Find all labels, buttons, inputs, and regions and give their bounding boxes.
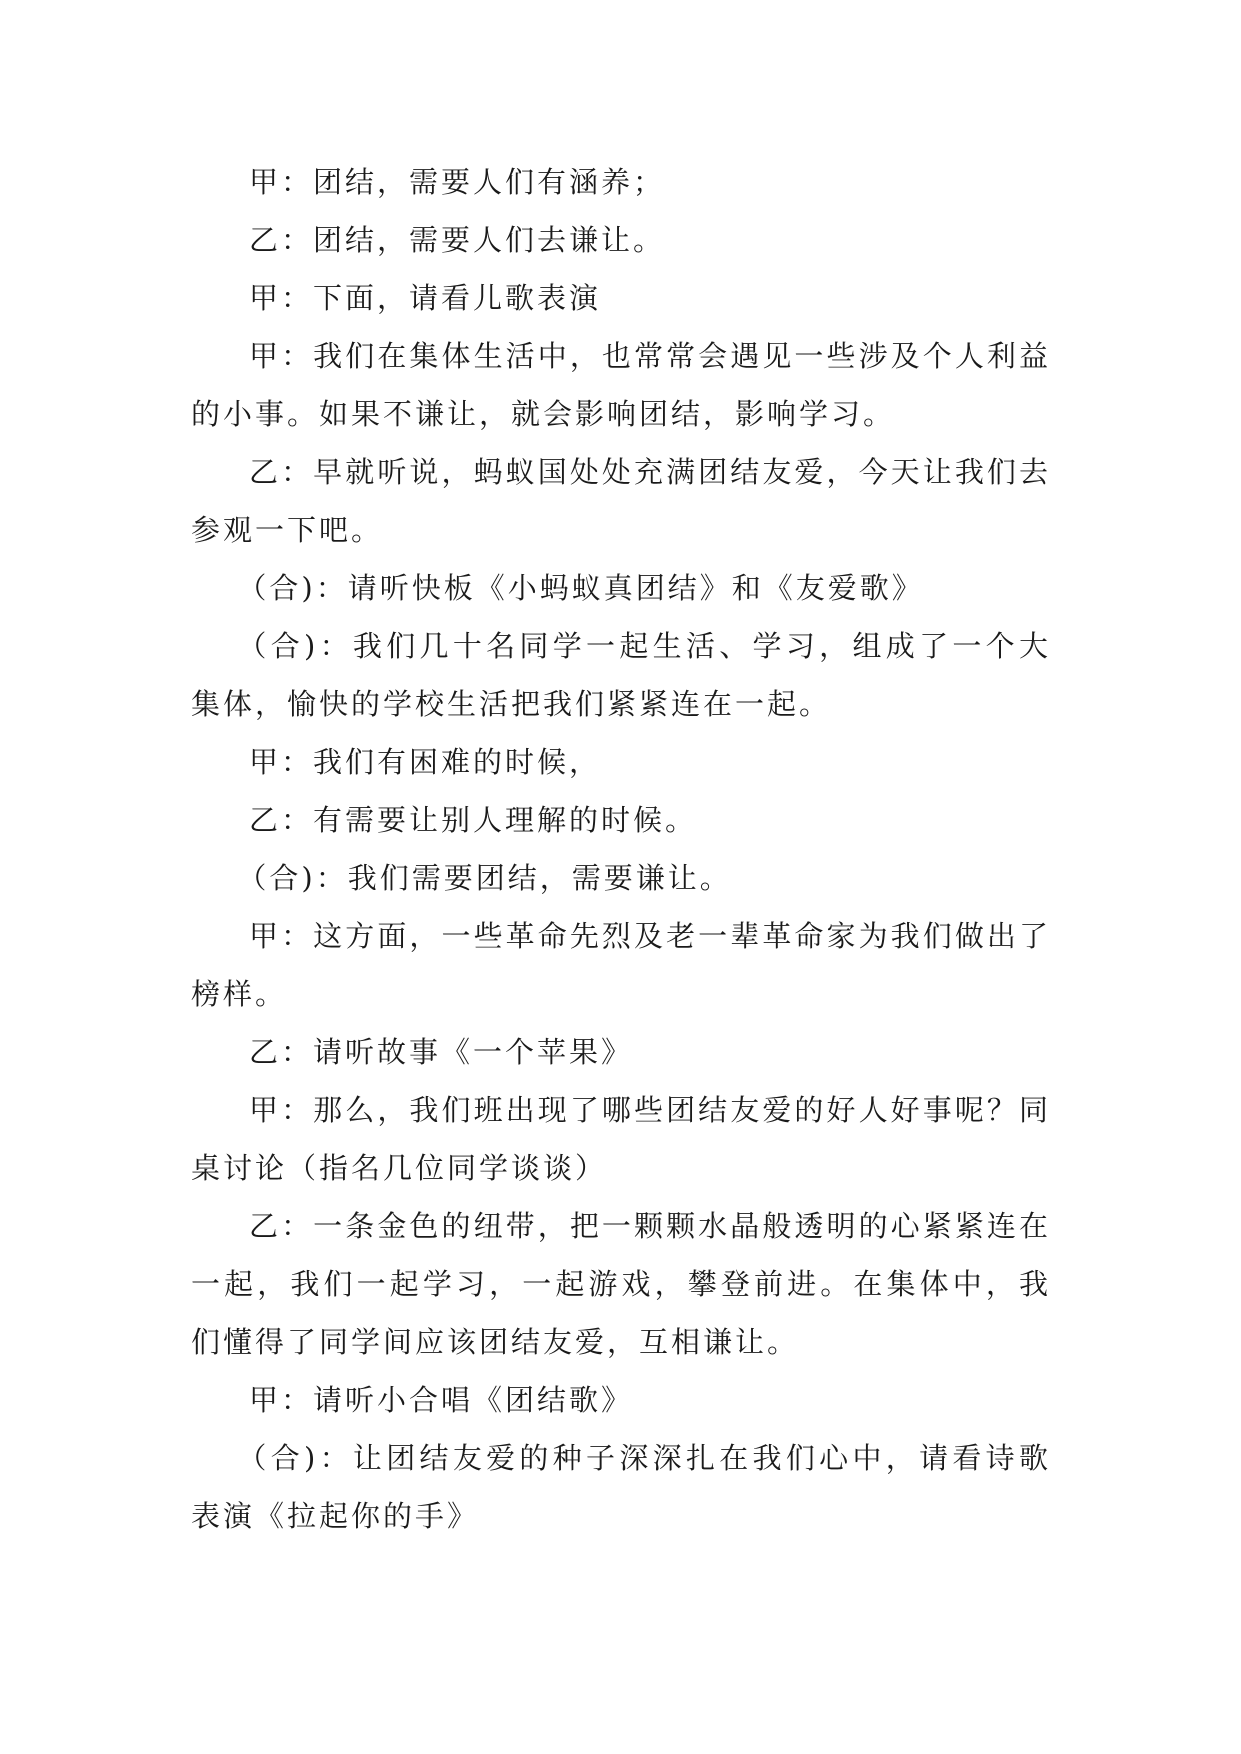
paragraph: 甲：那么，我们班出现了哪些团结友爱的好人好事呢？同桌讨论（指名几位同学谈谈） [191,1093,1051,1185]
paragraph: 甲：下面，请看儿歌表演 [249,281,602,315]
paragraph: 甲：我们在集体生活中，也常常会遇见一些涉及个人利益的小事。如果不谦让，就会影响团结，影响学习。 [191,339,1051,431]
paragraph: 甲：我们有困难的时候， [249,745,602,779]
paragraph: 乙：早就听说，蚂蚁国处处充满团结友爱，今天让我们去参观一下吧。 [191,455,1051,547]
paragraph: 乙：有需要让别人理解的时候。 [249,803,698,837]
paragraph: （合)：我们几十名同学一起生活、学习，组成了一个大集体，愉快的学校生活把我们紧紧连在一起。 [191,629,1051,721]
paragraph: 甲：团结，需要人们有涵养； [249,165,666,199]
document-body [191,153,1051,1545]
paragraph: 甲：这方面，一些革命先烈及老一辈革命家为我们做出了榜样。 [191,919,1051,1011]
paragraph: 甲：请听小合唱《团结歌》 [249,1383,634,1417]
paragraph: （合)：我们需要团结，需要谦让。 [237,861,732,895]
paragraph: 乙：一条金色的纽带，把一颗颗水晶般透明的心紧紧连在一起，我们一起学习，一起游戏，攀登前进。在集体中，我们懂得了同学间应该团结友爱，互相谦让。 [191,1209,1051,1359]
paragraph: 乙：请听故事《一个苹果》 [249,1035,634,1069]
paragraph: （合)：让团结友爱的种子深深扎在我们心中，请看诗歌表演《拉起你的手》 [191,1441,1051,1533]
paragraph: 乙：团结，需要人们去谦让。 [249,223,666,257]
paragraph: （合)：请听快板《小蚂蚁真团结》和《友爱歌》 [237,571,924,605]
